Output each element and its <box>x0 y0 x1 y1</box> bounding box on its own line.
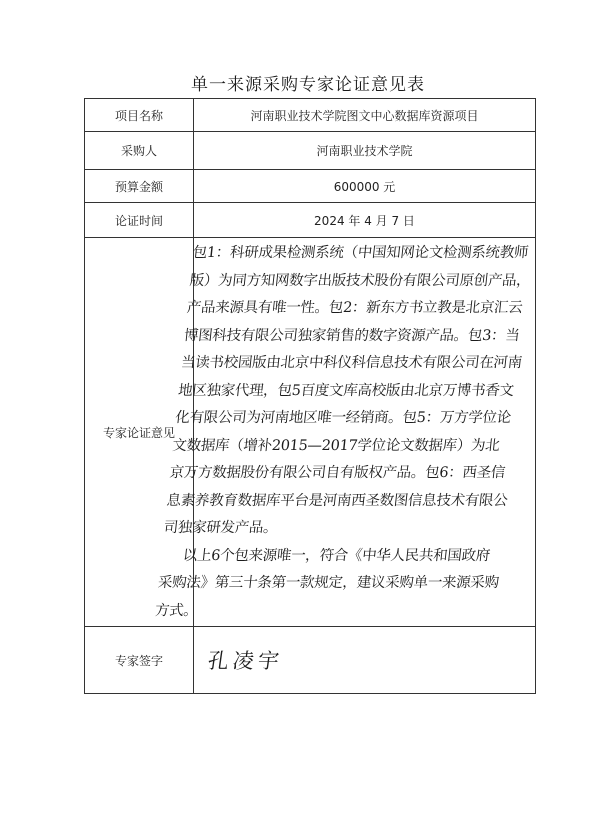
purchaser-value: 河南职业技术学院 <box>194 132 536 170</box>
row-budget <box>85 170 536 203</box>
handwritten-opinion <box>154 240 535 625</box>
opinion-paragraph-1: 包1：科研成果检测系统（中国知网论文检测系统教师版）为同方知网数字出版技术股份有限公司原创产品，产品来源具有唯一性。包2：新东方书立教是北京汇云博图科技有限公司独家销售的数字资源产品。包3：当当读书校园版由北京中科仪科信息技术有限公司在河南地区独家代理，包5百度文库高校版由北京万博书香文化有限公司为河南地区唯一经销商。包5：万方学位论文数据库（增补2015—2017学位论文数据库）为北京万方数据股份有限公司自有版权产品。包6：西圣信息素养教育数据库平台是河南西圣数图信息技术有限公司独家研发产品。 <box>162 244 532 536</box>
opinion-form-table <box>84 98 536 694</box>
budget-value: 600000 元 <box>194 170 536 203</box>
budget-label: 预算金额 <box>85 170 194 203</box>
date-value: 2024 年 4 月 7 日 <box>194 203 536 238</box>
opinion-paragraph-2: 以上6个包来源唯一，符合《中华人民共和国政府采购法》第三十条第一款规定，建议采购单一来源采购方式。 <box>154 547 500 618</box>
row-expert-opinion <box>85 238 536 627</box>
signature-cell <box>194 627 536 694</box>
row-purchaser <box>85 132 536 170</box>
purchaser-label: 采购人 <box>85 132 194 170</box>
row-date <box>85 203 536 238</box>
project-name-value: 河南职业技术学院图文中心数据库资源项目 <box>194 99 536 132</box>
expert-opinion-label: 专家论证意见 <box>85 238 194 627</box>
form-title: 单一来源采购专家论证意见表 <box>191 75 425 95</box>
date-label: 论证时间 <box>85 203 194 238</box>
row-signature <box>85 627 536 694</box>
expert-signature: 孔凌宇 <box>206 649 285 673</box>
row-project-name <box>85 99 536 132</box>
project-name-label: 项目名称 <box>85 99 194 132</box>
signature-label: 专家签字 <box>85 627 194 694</box>
expert-opinion-cell <box>154 238 536 627</box>
